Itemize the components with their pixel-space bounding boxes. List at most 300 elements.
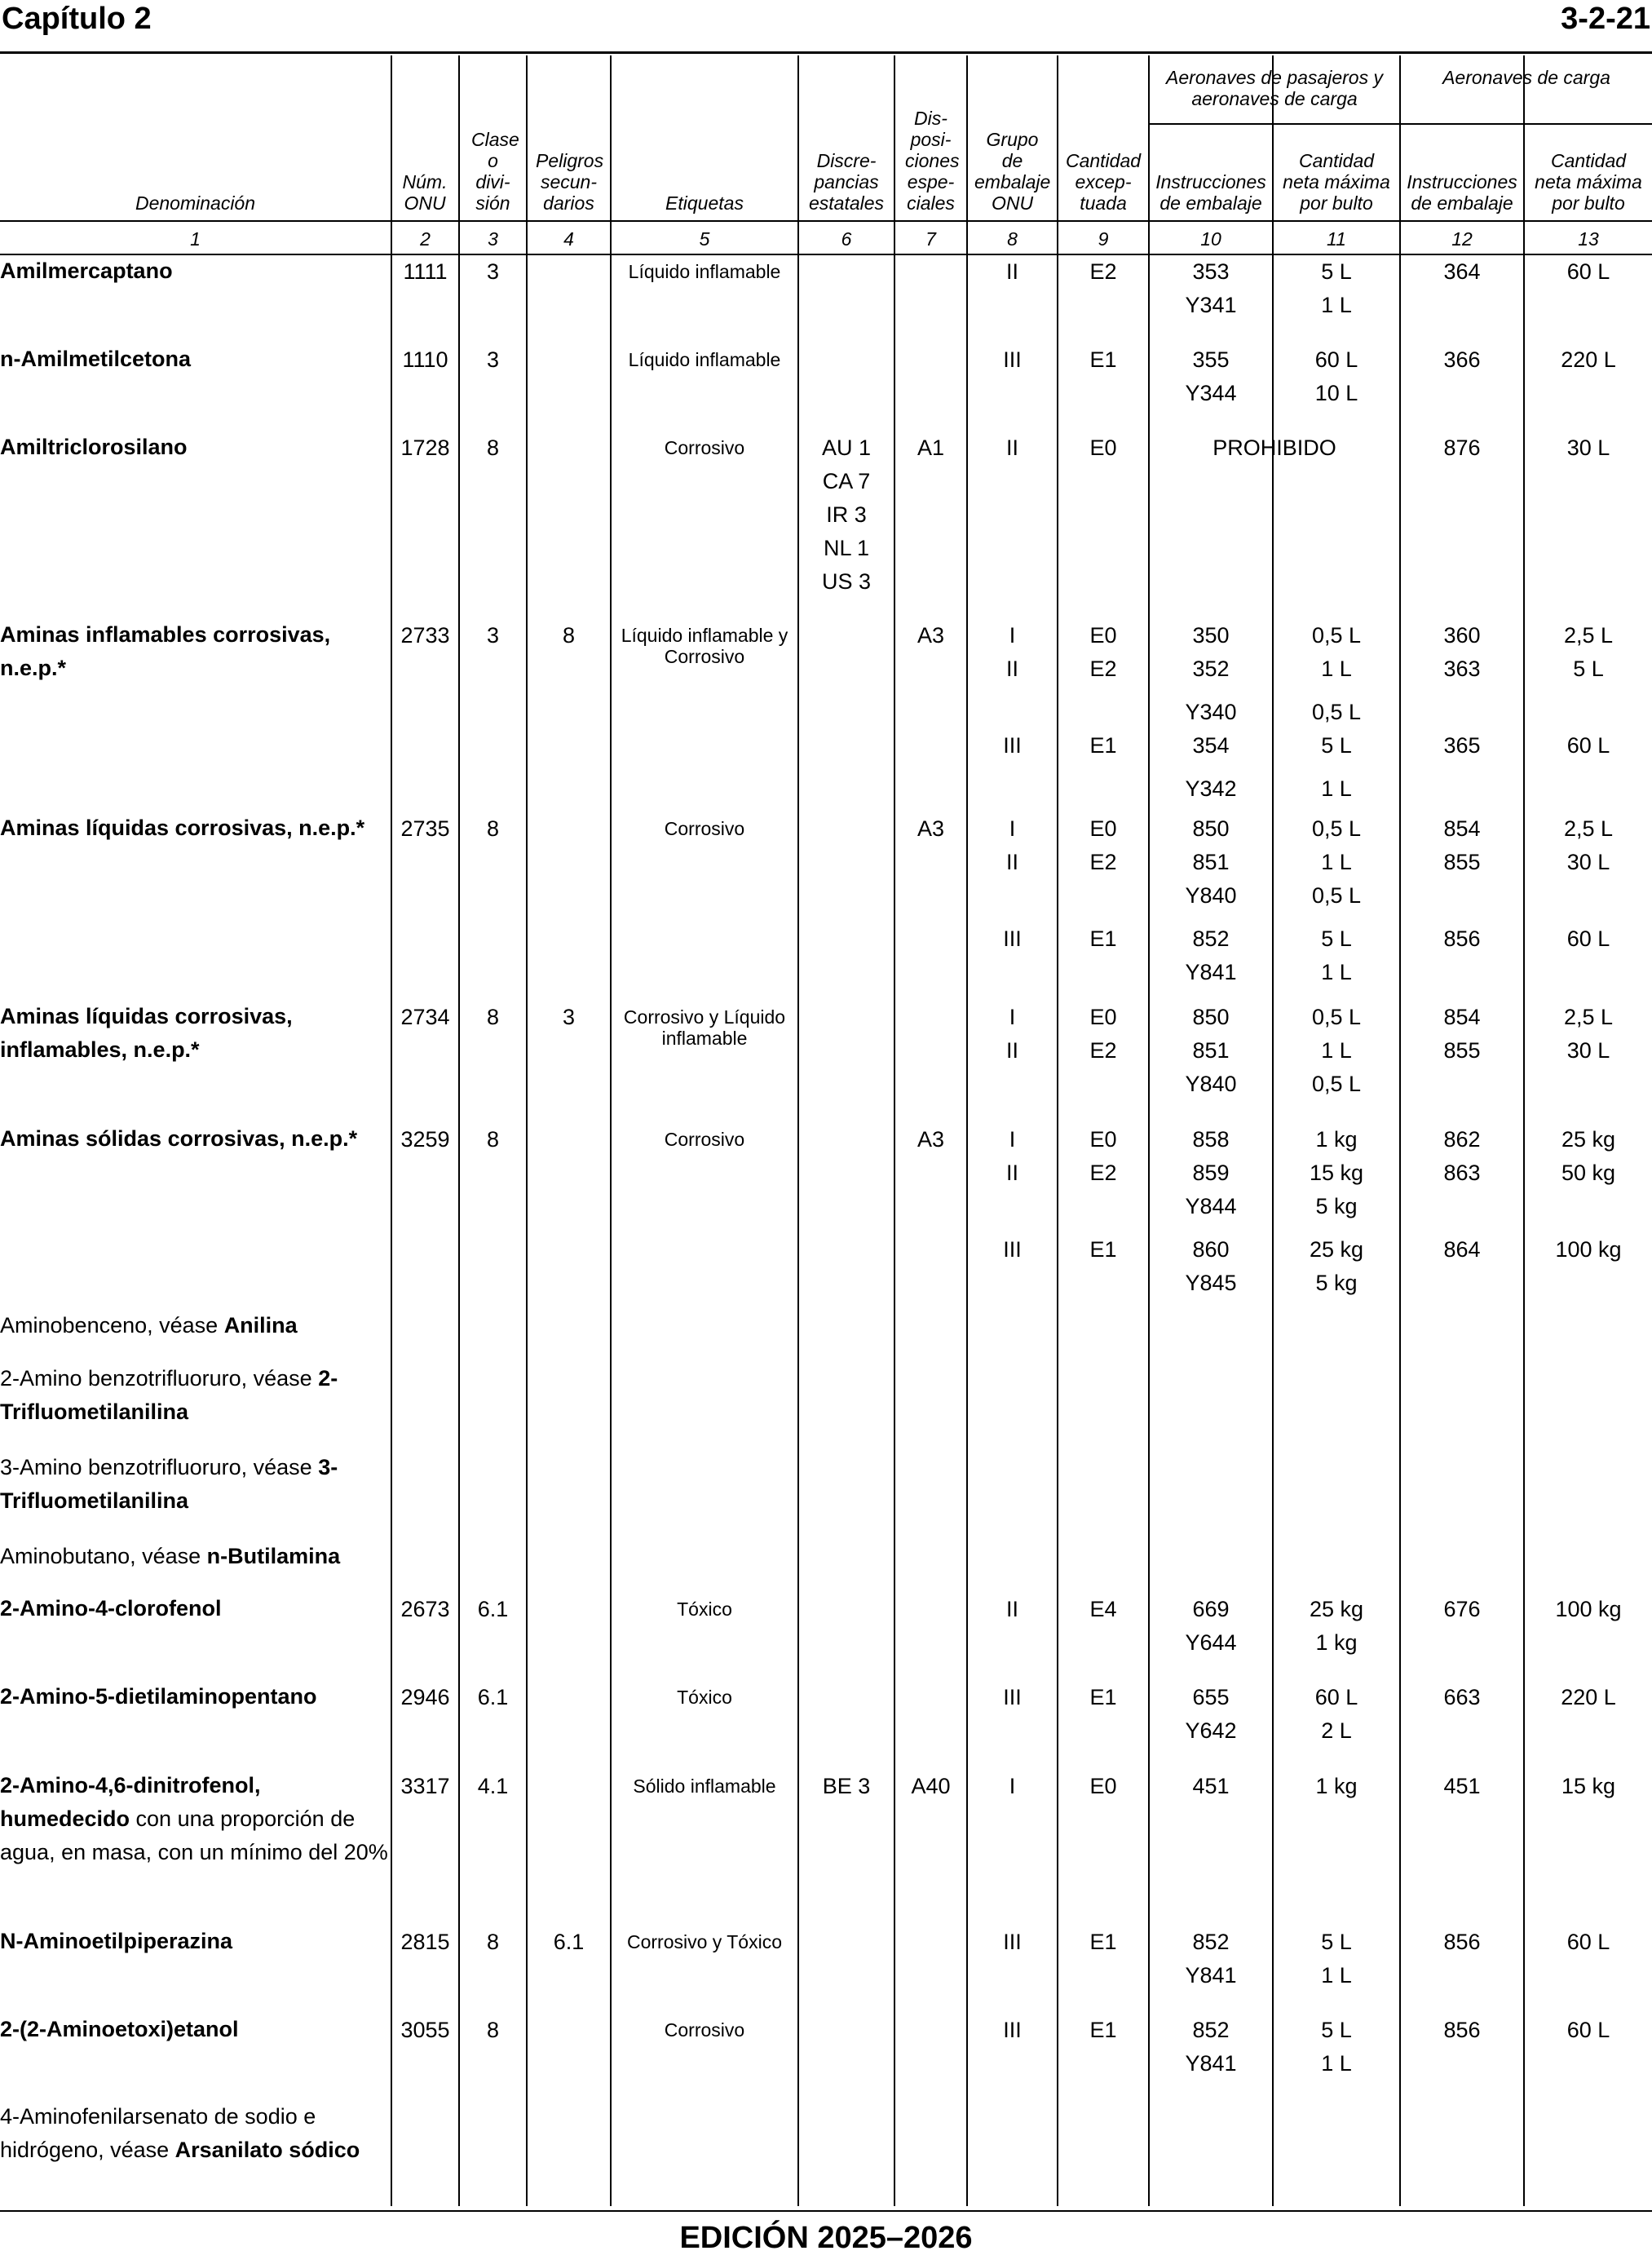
cargo-max-quantity — [1525, 347, 1652, 414]
cargo-max-quantity-value: 220 L — [1561, 347, 1616, 372]
packing-group — [968, 1685, 1057, 1752]
excepted-quantity-value — [1058, 1963, 1148, 1996]
un-number-value: 1728 — [400, 436, 450, 460]
cargo-packing-instruction-value: 366 — [1443, 347, 1481, 372]
packing-group-value — [968, 1718, 1057, 1752]
cargo-max-quantity-value — [1525, 1072, 1652, 1105]
forbidden-text: PROHIBIDO — [1212, 436, 1336, 460]
packing-group-value — [968, 700, 1057, 733]
line-spacer — [1525, 690, 1652, 700]
cargo-max-quantity-value: 5 L — [1573, 657, 1604, 681]
column-number: 2 — [420, 228, 431, 250]
cargo-max-quantity — [1525, 1127, 1652, 1304]
passenger-max-quantity-value: 1 L — [1321, 960, 1352, 984]
cargo-max-quantity-value — [1525, 381, 1652, 414]
substance-name — [0, 2100, 391, 2167]
passenger-max-quantity-value: 1 L — [1321, 1038, 1352, 1063]
packing-group — [968, 259, 1057, 326]
packing-group-value: III — [1003, 926, 1022, 951]
passenger-packing-instruction-value: 850 — [1192, 816, 1230, 841]
class-division-value: 4.1 — [477, 1774, 509, 1798]
cargo-packing-instruction-value — [1401, 293, 1523, 326]
passenger-packing-instruction — [1150, 1005, 1272, 1105]
hazard-label: Sólido inflamable — [633, 1775, 776, 1797]
un-number — [392, 1774, 458, 1807]
cargo-packing-instruction-value: 360 — [1443, 623, 1481, 648]
packing-group-value: II — [1005, 657, 1018, 681]
packing-group — [968, 816, 1057, 993]
special-provision-value: A3 — [917, 816, 945, 841]
state-variation-value: AU 1 — [821, 436, 872, 460]
substance-name — [0, 1769, 391, 1869]
passenger-max-quantity-value: 5 L — [1321, 1930, 1352, 1954]
column-divider — [526, 55, 528, 2206]
cargo-packing-instruction-value: 451 — [1443, 1774, 1481, 1798]
passenger-packing-instruction — [1150, 1774, 1272, 1807]
passenger-max-quantity — [1274, 1685, 1399, 1752]
cargo-max-quantity — [1525, 436, 1652, 469]
substance-name: Amiltriclorosilano — [0, 435, 188, 459]
class-division — [460, 1774, 526, 1807]
excepted-quantity-value — [1058, 883, 1148, 917]
hazard-label: Corrosivo y Tóxico — [626, 1931, 783, 1952]
passenger-packing-instruction-value: 669 — [1192, 1597, 1230, 1621]
passenger-packing-instruction-value: 851 — [1192, 1038, 1230, 1063]
class-division-value: 8 — [486, 2018, 500, 2042]
line-spacer — [968, 1227, 1057, 1237]
passenger-max-quantity-value: 5 L — [1321, 733, 1352, 758]
hazard-label: Tóxico — [677, 1599, 732, 1620]
packing-group-value: III — [1003, 2018, 1022, 2042]
excepted-quantity-value — [1058, 960, 1148, 993]
packing-group — [968, 1597, 1057, 1664]
excepted-quantity — [1058, 1774, 1148, 1807]
class-division-value: 6.1 — [477, 1597, 509, 1621]
class-division — [460, 816, 526, 850]
un-number — [392, 436, 458, 469]
cargo-packing-instruction-value: 363 — [1443, 657, 1481, 681]
packing-group-value: II — [1005, 1597, 1018, 1621]
reference-text: Aminobenceno, véase — [0, 1313, 224, 1338]
packing-group-value: I — [1009, 1005, 1016, 1029]
cargo-max-quantity-value: 2,5 L — [1563, 816, 1614, 841]
cargo-max-quantity-value — [1525, 883, 1652, 917]
cargo-packing-instruction-value: 862 — [1443, 1127, 1481, 1152]
passenger-max-quantity-value: 25 kg — [1309, 1237, 1364, 1262]
excepted-quantity-value: E0 — [1089, 1127, 1117, 1152]
class-division — [460, 2018, 526, 2051]
cargo-max-quantity-value — [1525, 1271, 1652, 1304]
class-division-value: 3 — [486, 347, 500, 372]
un-number-value: 3055 — [400, 2018, 450, 2042]
excepted-quantity-value: E2 — [1089, 1038, 1117, 1063]
reference-target: n-Butilamina — [206, 1544, 341, 1568]
cargo-packing-instruction-value: 676 — [1443, 1597, 1481, 1621]
cargo-max-quantity-value: 60 L — [1566, 733, 1610, 758]
passenger-max-quantity-value: 5 L — [1321, 926, 1352, 951]
passenger-max-quantity — [1274, 1597, 1399, 1664]
cargo-packing-instruction-value — [1401, 1271, 1523, 1304]
column-number: 12 — [1451, 228, 1473, 250]
line-spacer — [1274, 767, 1399, 776]
packing-group-value: I — [1009, 1127, 1016, 1152]
line-spacer — [968, 917, 1057, 926]
un-number-value: 3259 — [400, 1127, 450, 1152]
un-number-value: 1111 — [403, 259, 448, 284]
excepted-quantity-value: E0 — [1089, 436, 1117, 460]
passenger-packing-instruction — [1150, 259, 1272, 326]
cargo-packing-instruction-value — [1401, 960, 1523, 993]
cargo-packing-instruction-value: 863 — [1443, 1161, 1481, 1185]
passenger-packing-instruction-value: 852 — [1192, 926, 1230, 951]
passenger-max-quantity-value: 0,5 L — [1311, 883, 1362, 908]
excepted-quantity-value — [1058, 1194, 1148, 1227]
class-division-value: 3 — [486, 259, 500, 284]
excepted-quantity-value — [1058, 776, 1148, 810]
cargo-packing-instruction-value: 864 — [1443, 1237, 1481, 1262]
passenger-max-quantity-value: 2 L — [1321, 1718, 1352, 1743]
passenger-packing-instruction-value: Y342 — [1185, 776, 1237, 801]
class-division — [460, 1127, 526, 1161]
cargo-packing-instruction — [1401, 1005, 1523, 1105]
footer-rule — [0, 2210, 1652, 2212]
state-variation-value: NL 1 — [823, 536, 870, 560]
passenger-max-quantity-value: 10 L — [1314, 381, 1358, 405]
passenger-max-quantity — [1274, 1127, 1399, 1304]
line-spacer — [1058, 767, 1148, 776]
cargo-max-quantity-value — [1525, 1630, 1652, 1664]
line-spacer — [1150, 690, 1272, 700]
packing-group — [968, 1930, 1057, 1996]
substance-name: Aminas sólidas corrosivas, n.e.p.* — [0, 1126, 358, 1151]
un-number-value: 1110 — [402, 347, 448, 372]
substance-name — [0, 1309, 391, 1342]
cargo-packing-instruction-value: 856 — [1443, 926, 1481, 951]
substance-name: Aminas inflamables corrosivas, n.e.p.* — [0, 622, 331, 680]
passenger-packing-instruction-value: Y840 — [1185, 883, 1237, 908]
hazard-label: Líquido inflamable — [628, 261, 781, 282]
line-spacer — [1058, 690, 1148, 700]
substance-name: N-Aminoetilpiperazina — [0, 1929, 233, 1953]
un-number-value: 2673 — [400, 1597, 450, 1621]
line-spacer — [1401, 917, 1523, 926]
passenger-max-quantity-value: 60 L — [1314, 347, 1358, 372]
passenger-max-quantity-value: 25 kg — [1309, 1597, 1364, 1621]
class-division — [460, 259, 526, 293]
passenger-max-quantity-value: 1 kg — [1315, 1127, 1358, 1152]
cargo-max-quantity-value: 30 L — [1566, 850, 1610, 874]
passenger-packing-instruction-value: Y642 — [1185, 1718, 1237, 1743]
substance-name: 2-Amino-5-dietilaminopentano — [0, 1684, 317, 1709]
passenger-packing-instruction — [1150, 623, 1272, 810]
column-number: 3 — [488, 228, 498, 250]
cargo-max-quantity — [1525, 1005, 1652, 1105]
packing-group-value: I — [1009, 1774, 1016, 1798]
excepted-quantity-value: E1 — [1089, 1685, 1117, 1709]
packing-group-value — [968, 381, 1057, 414]
header-cantidad-neta-carga: Cantidad neta máxima por bulto — [1535, 150, 1642, 214]
cargo-packing-instruction-value — [1401, 381, 1523, 414]
reference-target: Anilina — [223, 1313, 298, 1338]
header-passenger-aircraft: Aeronaves de pasajeros y aeronaves de carga — [1166, 67, 1383, 109]
passenger-packing-instruction — [1150, 1597, 1272, 1664]
state-variation-value: CA 7 — [822, 469, 871, 493]
passenger-max-quantity-value: 1 L — [1321, 1963, 1352, 1988]
cargo-max-quantity-value — [1525, 776, 1652, 810]
packing-group-value — [968, 883, 1057, 917]
cargo-max-quantity-value: 25 kg — [1561, 1127, 1616, 1152]
packing-group — [968, 1127, 1057, 1304]
excepted-quantity-value: E1 — [1089, 347, 1117, 372]
packing-group-value: II — [1005, 1161, 1018, 1185]
un-number-value: 2735 — [400, 816, 450, 841]
passenger-packing-instruction-value: Y841 — [1185, 960, 1237, 984]
cargo-max-quantity-value: 2,5 L — [1563, 1005, 1614, 1029]
cargo-packing-instruction — [1401, 1127, 1523, 1304]
subsidiary-hazard — [528, 1930, 610, 1963]
packing-group-value — [968, 1271, 1057, 1304]
passenger-max-quantity-value: 1 L — [1321, 2051, 1352, 2076]
class-division-value: 8 — [486, 1005, 500, 1029]
un-number — [392, 1597, 458, 1630]
passenger-packing-instruction-value: Y341 — [1185, 293, 1237, 317]
packing-group — [968, 436, 1057, 469]
substance-name: Amilmercaptano — [0, 259, 173, 283]
un-number — [392, 347, 458, 381]
special-provision — [895, 436, 966, 469]
packing-group-value: II — [1005, 436, 1018, 460]
header-clase: Clase o divi- sión — [471, 129, 519, 214]
reference-target: 2-Trifluometilanilina — [0, 1366, 338, 1424]
line-spacer — [1058, 917, 1148, 926]
un-number-value: 2733 — [400, 623, 450, 648]
cargo-packing-instruction-value — [1401, 1963, 1523, 1996]
packing-group-value: III — [1003, 1930, 1022, 1954]
header-disposiciones: Dis- posi- ciones espe- ciales — [905, 108, 960, 214]
column-number: 5 — [699, 228, 710, 250]
reference-target: 3-Trifluometilanilina — [0, 1455, 338, 1513]
cargo-packing-instruction-value: 856 — [1443, 2018, 1481, 2042]
line-spacer — [1274, 690, 1399, 700]
cargo-max-quantity-value: 220 L — [1561, 1685, 1616, 1709]
un-number-value: 3317 — [400, 1774, 450, 1798]
hazard-label: Corrosivo — [664, 437, 745, 458]
class-division — [460, 1005, 526, 1038]
state-variation-value: IR 3 — [826, 502, 867, 527]
excepted-quantity — [1058, 1930, 1148, 1996]
cargo-packing-instruction-value: 365 — [1443, 733, 1481, 758]
cargo-packing-instruction-value — [1401, 1630, 1523, 1664]
passenger-max-quantity-value: 5 kg — [1315, 1194, 1358, 1218]
substance-name — [0, 1540, 391, 1573]
cargo-max-quantity — [1525, 1930, 1652, 1996]
cargo-max-quantity — [1525, 259, 1652, 326]
cargo-packing-instruction — [1401, 1930, 1523, 1996]
passenger-max-quantity-value: 5 kg — [1315, 1271, 1358, 1295]
cargo-packing-instruction-value: 855 — [1443, 850, 1481, 874]
cargo-max-quantity-value — [1525, 293, 1652, 326]
line-spacer — [968, 690, 1057, 700]
cargo-packing-instruction-value: 854 — [1443, 816, 1481, 841]
cargo-max-quantity-value: 30 L — [1566, 436, 1610, 460]
class-division — [460, 436, 526, 469]
excepted-quantity-value: E1 — [1089, 2018, 1117, 2042]
packing-group — [968, 2018, 1057, 2085]
class-division-value: 3 — [486, 623, 500, 648]
subsidiary-hazard-value: 6.1 — [553, 1930, 585, 1954]
passenger-packing-instruction-value: 850 — [1192, 1005, 1230, 1029]
line-spacer — [1150, 767, 1272, 776]
substance-name-bold: 2-Amino-4,6-dinitrofenol, humedecido — [0, 1773, 261, 1831]
class-division — [460, 347, 526, 381]
passenger-packing-instruction-value: 655 — [1192, 1685, 1230, 1709]
header-num-onu: Núm. ONU — [402, 171, 448, 214]
header-denominacion: Denominación — [135, 192, 256, 214]
line-spacer — [1401, 1227, 1523, 1237]
passenger-packing-instruction-value: 354 — [1192, 733, 1230, 758]
header-grupo-embalaje: Grupo de embalaje ONU — [974, 129, 1051, 214]
packing-group-value: III — [1003, 1685, 1022, 1709]
cargo-packing-instruction-value — [1401, 776, 1523, 810]
class-division — [460, 1930, 526, 1963]
class-division-value: 6.1 — [477, 1685, 509, 1709]
class-division — [460, 1597, 526, 1630]
excepted-quantity-value — [1058, 293, 1148, 326]
passenger-max-quantity-value: 1 L — [1321, 850, 1352, 874]
packing-group-value — [968, 1630, 1057, 1664]
passenger-packing-instruction — [1150, 347, 1272, 414]
packing-group-value — [968, 2051, 1057, 2085]
line-spacer — [1058, 1227, 1148, 1237]
packing-group — [968, 347, 1057, 414]
header-peligros-secundarios: Peligros secun- darios — [536, 150, 604, 214]
passenger-packing-instruction — [1150, 1930, 1272, 1996]
state-variation-value: US 3 — [821, 569, 872, 594]
subsidiary-hazard-value: 8 — [562, 623, 576, 648]
hazard-label: Líquido inflamable — [628, 349, 781, 370]
excepted-quantity-value: E2 — [1089, 259, 1117, 284]
excepted-quantity-value: E1 — [1089, 1930, 1117, 1954]
header-instrucciones-carga: Instrucciones de embalaje — [1407, 171, 1517, 214]
packing-group-value: II — [1005, 1038, 1018, 1063]
line-spacer — [1150, 1227, 1272, 1237]
passenger-max-quantity-value: 0,5 L — [1311, 816, 1362, 841]
cargo-max-quantity-value — [1525, 1194, 1652, 1227]
substance-name: 2-(2-Aminoetoxi)etanol — [0, 2017, 239, 2041]
excepted-quantity-value: E0 — [1089, 816, 1117, 841]
un-number — [392, 816, 458, 850]
column-divider — [797, 55, 799, 2206]
header-bottom-rule — [0, 220, 1652, 222]
cargo-packing-instruction-value: 876 — [1443, 436, 1481, 460]
cargo-packing-instruction — [1401, 623, 1523, 810]
passenger-packing-instruction-value: Y340 — [1185, 700, 1237, 724]
column-number: 1 — [190, 228, 201, 250]
packing-group-value — [968, 1194, 1057, 1227]
hazard-label: Tóxico — [677, 1687, 732, 1708]
cargo-max-quantity-value: 50 kg — [1561, 1161, 1616, 1185]
passenger-max-quantity-value: 1 kg — [1315, 1630, 1358, 1655]
passenger-packing-instruction-value: 859 — [1192, 1161, 1230, 1185]
reference-text: 4-Aminofenilarsenato de sodio e hidrógeno, véase — [0, 2104, 316, 2162]
passenger-packing-instruction — [1150, 816, 1272, 993]
column-number: 6 — [841, 228, 852, 250]
header-instrucciones-pasajeros: Instrucciones de embalaje — [1155, 171, 1266, 214]
cargo-max-quantity-value — [1525, 960, 1652, 993]
packing-group-value: I — [1009, 816, 1016, 841]
header-cargo-aircraft: Aeronaves de carga — [1442, 67, 1610, 88]
passenger-max-quantity-value: 5 L — [1321, 259, 1352, 284]
chapter-title: Capítulo 2 — [2, 2, 152, 36]
header-discrepancias: Discre- pancias estatales — [809, 150, 885, 214]
excepted-quantity-value — [1058, 1271, 1148, 1304]
substance-name: n-Amilmetilcetona — [0, 347, 192, 371]
un-number — [392, 1005, 458, 1038]
packing-group-value — [968, 293, 1057, 326]
passenger-packing-instruction-value: Y841 — [1185, 2051, 1237, 2076]
un-number — [392, 259, 458, 293]
passenger-max-quantity-value: 1 L — [1321, 657, 1352, 681]
cargo-packing-instruction-value: 364 — [1443, 259, 1481, 284]
passenger-packing-instruction-value: 451 — [1192, 1774, 1230, 1798]
cargo-packing-instruction-value — [1401, 1194, 1523, 1227]
passenger-packing-instruction-value: 350 — [1192, 623, 1230, 648]
packing-group-value: III — [1003, 1237, 1022, 1262]
cargo-max-quantity — [1525, 816, 1652, 993]
class-division-value: 8 — [486, 1127, 500, 1152]
page-reference: 3-2-21 — [1561, 2, 1650, 36]
special-provision — [895, 1774, 966, 1807]
excepted-quantity-value — [1058, 1718, 1148, 1752]
passenger-packing-instruction-value: Y844 — [1185, 1194, 1237, 1218]
subsidiary-hazard-value: 3 — [562, 1005, 576, 1029]
un-number-value: 2815 — [400, 1930, 450, 1954]
line-spacer — [1401, 767, 1523, 776]
header-etiquetas: Etiquetas — [665, 192, 744, 214]
excepted-quantity — [1058, 1127, 1148, 1304]
special-provision — [895, 1127, 966, 1161]
packing-group — [968, 1005, 1057, 1105]
passenger-packing-instruction — [1150, 2018, 1272, 2085]
cargo-max-quantity-value — [1525, 1963, 1652, 1996]
cargo-packing-instruction-value: 856 — [1443, 1930, 1481, 1954]
excepted-quantity-value: E1 — [1089, 1237, 1117, 1262]
cargo-packing-instruction — [1401, 1685, 1523, 1752]
passenger-packing-instruction-value: 352 — [1192, 657, 1230, 681]
cargo-max-quantity-value: 100 kg — [1555, 1237, 1622, 1262]
cargo-max-quantity-value: 60 L — [1566, 1930, 1610, 1954]
substance-name-rest: con una proporción de agua, en masa, con un mínimo del 20% — [0, 1806, 388, 1864]
excepted-quantity — [1058, 816, 1148, 993]
packing-group-value: II — [1005, 259, 1018, 284]
passenger-max-quantity-value: 0,5 L — [1311, 1005, 1362, 1029]
header-cantidad-neta-pasajeros: Cantidad neta máxima por bulto — [1283, 150, 1390, 214]
passenger-max-quantity-value: 60 L — [1314, 1685, 1358, 1709]
special-provision-value: A3 — [917, 1127, 945, 1152]
substance-name: 2-Amino-4-clorofenol — [0, 1596, 222, 1621]
passenger-max-quantity — [1274, 2018, 1399, 2085]
hazard-label: Líquido inflamable y Corrosivo — [621, 625, 788, 667]
excepted-quantity — [1058, 259, 1148, 326]
cargo-max-quantity-value: 100 kg — [1555, 1597, 1622, 1621]
cargo-max-quantity-value: 15 kg — [1561, 1774, 1616, 1798]
passenger-max-quantity-value: 0,5 L — [1311, 700, 1362, 724]
substance-name — [0, 1451, 391, 1518]
hazard-label: Corrosivo — [664, 818, 745, 839]
packing-group-value — [968, 960, 1057, 993]
excepted-quantity-value: E1 — [1089, 733, 1117, 758]
passenger-max-quantity — [1274, 623, 1399, 810]
